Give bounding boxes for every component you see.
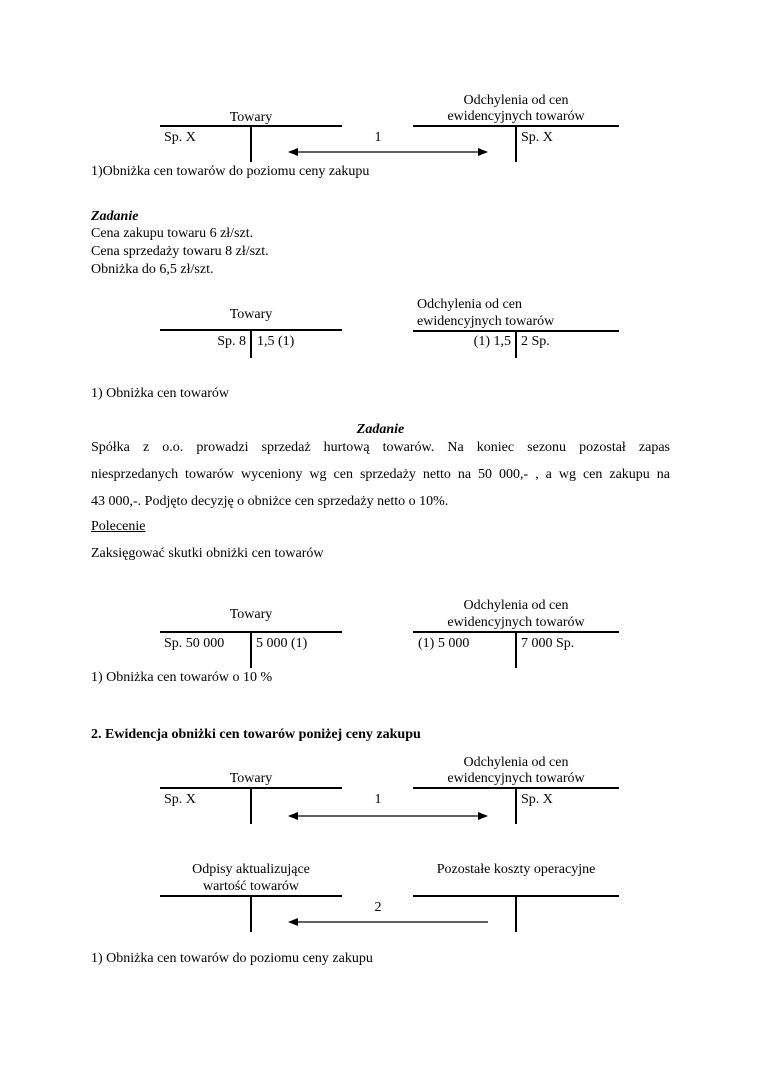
double-arrow-icon <box>288 810 488 822</box>
account-title-line-1: Odchylenia od cen <box>417 297 522 312</box>
t-account-divider <box>515 896 517 932</box>
arrow-label: 1 <box>374 792 382 807</box>
account-title-line-2: ewidencyjnych towarów <box>447 771 585 786</box>
section-heading: 2. Ewidencja obniżki cen towarów poniżej ceny zakupu <box>91 727 421 742</box>
account-title-line-1: Odpisy aktualizujące <box>192 862 310 877</box>
paragraph-line: Spółka z o.o. prowadzi sprzedaż hurtową towarów. Na koniec sezonu pozostał zapas <box>91 440 670 455</box>
task-line: Cena zakupu towaru 6 zł/szt. <box>91 226 254 241</box>
task-paragraph <box>91 434 670 515</box>
t-account-divider <box>250 896 252 932</box>
t-account-divider <box>250 126 252 162</box>
account-title-towary: Towary <box>229 607 273 622</box>
diagram-caption: 1) Obniżka cen towarów <box>91 386 230 401</box>
account-credit-entry: 7 000 Sp. <box>521 636 575 651</box>
task-line: Cena sprzedaży towaru 8 zł/szt. <box>91 244 269 259</box>
account-title-line-1: Odchylenia od cen <box>463 93 569 108</box>
paragraph-line: niesprzedanych towarów wyceniony wg cen sprzedaży netto na 50 000,- , a wg cen zakupu na <box>91 467 670 482</box>
t-account-divider <box>515 331 517 358</box>
account-title-line-1: Odchylenia od cen <box>463 755 569 770</box>
account-credit-entry: Sp. X <box>521 130 553 145</box>
paragraph-line: 43 000,-. Podjęto decyzję o obniżce cen sprzedaży netto o 10%. <box>91 494 449 509</box>
diagram-caption: 1)Obniżka cen towarów do poziomu ceny zakupu <box>91 164 370 179</box>
arrow-label: 1 <box>374 130 382 145</box>
left-arrow-icon <box>288 916 488 928</box>
account-credit-entry: 1,5 (1) <box>257 334 295 349</box>
t-account-divider <box>515 788 517 824</box>
account-debit-entry: Sp. X <box>164 130 196 145</box>
t-account-divider <box>250 788 252 824</box>
account-debit-entry: Sp. 50 000 <box>164 636 225 651</box>
double-arrow-icon <box>288 146 488 158</box>
t-account-divider <box>515 126 517 162</box>
account-title-line-2: ewidencyjnych towarów <box>447 615 585 630</box>
account-credit-entry: 5 000 (1) <box>256 636 308 651</box>
arrow-label: 2 <box>374 900 382 915</box>
instruction-heading: Polecenie <box>91 519 146 534</box>
account-title-line-1: Odchylenia od cen <box>463 598 569 613</box>
task-heading: Zadanie <box>91 209 139 224</box>
account-title-line-2: wartość towarów <box>202 879 300 894</box>
account-credit-entry: 2 Sp. <box>521 334 550 349</box>
task-heading: Zadanie <box>356 422 405 437</box>
task-line: Obniżka do 6,5 zł/szt. <box>91 262 214 277</box>
account-debit-entry: (1) 5 000 <box>418 636 470 651</box>
diagram-caption: 1) Obniżka cen towarów do poziomu ceny zakupu <box>91 951 373 966</box>
account-title-line-2: ewidencyjnych towarów <box>447 109 585 124</box>
account-debit-entry: Sp. X <box>164 792 196 807</box>
t-account-divider <box>250 632 252 668</box>
account-debit-entry: (1) 1,5 <box>473 334 511 349</box>
diagram-caption: 1) Obniżka cen towarów o 10 % <box>91 670 273 685</box>
account-title: Pozostałe koszty operacyjne <box>436 862 596 877</box>
account-credit-entry: Sp. X <box>521 792 553 807</box>
t-account-divider <box>515 632 517 668</box>
t-account-divider <box>250 330 252 358</box>
account-title-towary: Towary <box>229 110 273 125</box>
account-title-towary: Towary <box>229 771 273 786</box>
instruction-text: Zaksięgować skutki obniżki cen towarów <box>91 546 324 561</box>
account-title-line-2: ewidencyjnych towarów <box>417 314 555 329</box>
account-debit-entry: Sp. 8 <box>217 334 246 349</box>
account-title-towary: Towary <box>229 307 273 322</box>
